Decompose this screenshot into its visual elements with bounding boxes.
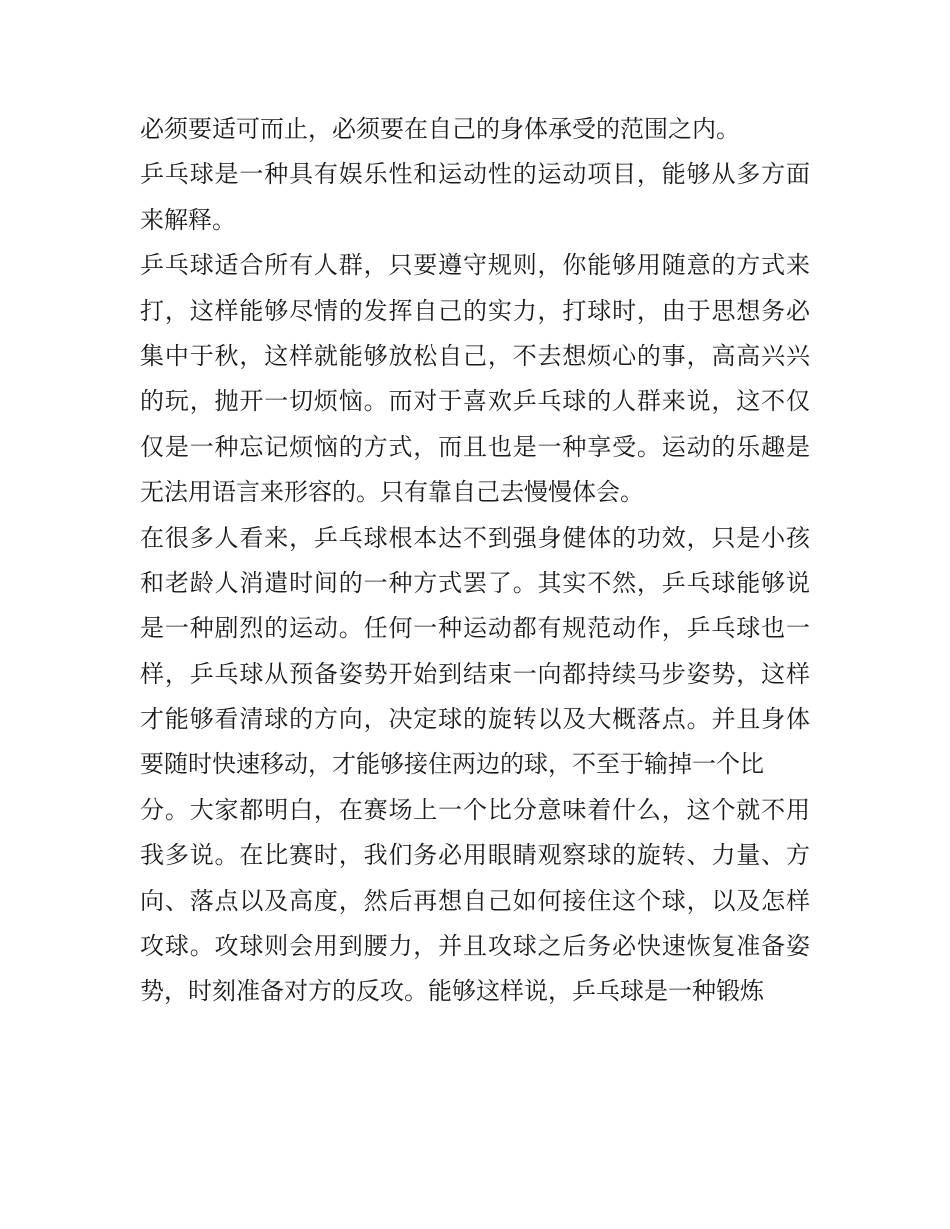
- text-line: 是一种剧烈的运动。任何一种运动都有规范动作，乒乓球也一: [140, 614, 810, 643]
- text-line: 打，这样能够尽情的发挥自己的实力，打球时，由于思想务必: [140, 296, 810, 325]
- text-line: 来解释。: [140, 205, 236, 234]
- text-line: 分。大家都明白，在赛场上一个比分意味着什么，这个就不用: [140, 795, 810, 824]
- text-line: 要随时快速移动，才能够接住两边的球，不至于输掉一个比: [140, 750, 764, 779]
- text-line: 样，乒乓球从预备姿势开始到结束一向都持续马步姿势，这样: [140, 659, 810, 688]
- text-line: 我多说。在比赛时，我们务必用眼睛观察球的旋转、力量、方: [140, 841, 810, 870]
- text-line: 在很多人看来，乒乓球根本达不到强身健体的功效，只是小孩: [140, 523, 810, 552]
- text-line: 的玩，抛开一切烦恼。而对于喜欢乒乓球的人群来说，这不仅: [140, 387, 810, 416]
- text-line: 无法用语言来形容的。只有靠自己去慢慢体会。: [140, 478, 644, 507]
- text-line: 才能够看清球的方向，决定球的旋转以及大概落点。并且身体: [140, 705, 810, 734]
- text-line: 仅是一种忘记烦恼的方式，而且也是一种享受。运动的乐趣是: [140, 432, 810, 461]
- text-line: 必须要适可而止，必须要在自己的身体承受的范围之内。: [140, 115, 740, 143]
- text-line: 集中于秋，这样就能够放松自己，不去想烦心的事，高高兴兴: [140, 341, 810, 370]
- text-line: 攻球。攻球则会用到腰力，并且攻球之后务必快速恢复准备姿: [140, 932, 810, 961]
- text-line: 乒乓球是一种具有娱乐性和运动性的运动项目，能够从多方面: [140, 160, 810, 189]
- text-line: 和老龄人消遣时间的一种方式罢了。其实不然，乒乓球能够说: [140, 568, 810, 597]
- text-line: 乒乓球适合所有人群，只要遵守规则，你能够用随意的方式来: [140, 251, 810, 280]
- text-line: 向、落点以及高度，然后再想自己如何接住这个球，以及怎样: [140, 886, 810, 915]
- body-text: [140, 107, 820, 1015]
- text-line: 势，时刻准备对方的反攻。能够这样说，乒乓球是一种锻炼: [140, 977, 764, 1006]
